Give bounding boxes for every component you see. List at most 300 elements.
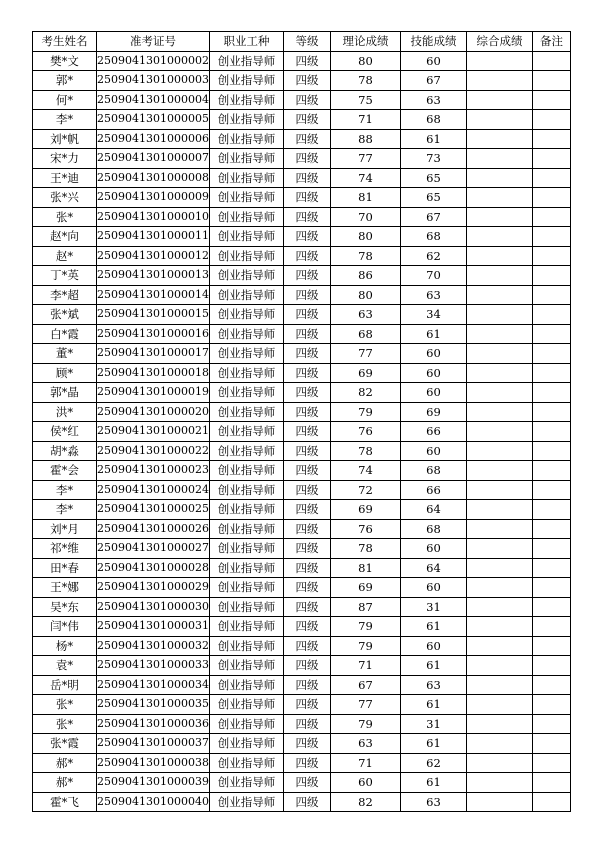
cell-overall-score xyxy=(466,188,532,208)
cell-skill-score: 60 xyxy=(400,636,466,656)
cell-skill-score: 63 xyxy=(400,90,466,110)
cell-level: 四级 xyxy=(283,149,330,169)
cell-theory-score: 68 xyxy=(330,324,400,344)
cell-remarks xyxy=(532,51,570,71)
cell-theory-score: 72 xyxy=(330,480,400,500)
cell-remarks xyxy=(532,714,570,734)
cell-skill-score: 68 xyxy=(400,110,466,130)
table-row xyxy=(33,441,571,461)
cell-skill-score: 60 xyxy=(400,441,466,461)
cell-name: 张* xyxy=(33,695,97,715)
cell-theory-score: 79 xyxy=(330,617,400,637)
cell-theory-score: 71 xyxy=(330,753,400,773)
cell-theory-score: 74 xyxy=(330,461,400,481)
cell-overall-score xyxy=(466,500,532,520)
cell-remarks xyxy=(532,344,570,364)
cell-remarks xyxy=(532,539,570,559)
cell-level: 四级 xyxy=(283,656,330,676)
cell-occupation: 创业指导师 xyxy=(209,149,283,169)
cell-occupation: 创业指导师 xyxy=(209,773,283,793)
header-name: 考生姓名 xyxy=(33,32,97,52)
cell-exam-id: 2509041301000038 xyxy=(97,753,210,773)
cell-name: 岳*明 xyxy=(33,675,97,695)
cell-remarks xyxy=(532,402,570,422)
cell-overall-score xyxy=(466,363,532,383)
cell-level: 四级 xyxy=(283,500,330,520)
cell-name: 王*迪 xyxy=(33,168,97,188)
cell-name: 赵* xyxy=(33,246,97,266)
cell-name: 霍*飞 xyxy=(33,792,97,812)
cell-remarks xyxy=(532,656,570,676)
cell-overall-score xyxy=(466,383,532,403)
cell-name: 李* xyxy=(33,480,97,500)
cell-exam-id: 2509041301000014 xyxy=(97,285,210,305)
cell-skill-score: 73 xyxy=(400,149,466,169)
table-row xyxy=(33,656,571,676)
cell-exam-id: 2509041301000029 xyxy=(97,578,210,598)
cell-level: 四级 xyxy=(283,617,330,637)
cell-skill-score: 68 xyxy=(400,519,466,539)
cell-exam-id: 2509041301000013 xyxy=(97,266,210,286)
cell-remarks xyxy=(532,734,570,754)
cell-name: 刘*帆 xyxy=(33,129,97,149)
cell-exam-id: 2509041301000040 xyxy=(97,792,210,812)
cell-name: 张*霞 xyxy=(33,734,97,754)
cell-theory-score: 71 xyxy=(330,656,400,676)
cell-name: 吴*东 xyxy=(33,597,97,617)
cell-name: 宋*力 xyxy=(33,149,97,169)
cell-occupation: 创业指导师 xyxy=(209,344,283,364)
cell-level: 四级 xyxy=(283,51,330,71)
cell-name: 赵*向 xyxy=(33,227,97,247)
cell-theory-score: 78 xyxy=(330,71,400,91)
cell-name: 李*超 xyxy=(33,285,97,305)
cell-level: 四级 xyxy=(283,110,330,130)
cell-overall-score xyxy=(466,714,532,734)
table-row xyxy=(33,227,571,247)
cell-remarks xyxy=(532,246,570,266)
table-row xyxy=(33,773,571,793)
cell-occupation: 创业指导师 xyxy=(209,753,283,773)
table-row xyxy=(33,324,571,344)
cell-exam-id: 2509041301000021 xyxy=(97,422,210,442)
cell-remarks xyxy=(532,71,570,91)
cell-skill-score: 60 xyxy=(400,344,466,364)
cell-skill-score: 67 xyxy=(400,71,466,91)
cell-level: 四级 xyxy=(283,597,330,617)
cell-level: 四级 xyxy=(283,578,330,598)
cell-name: 杨* xyxy=(33,636,97,656)
cell-occupation: 创业指导师 xyxy=(209,558,283,578)
cell-level: 四级 xyxy=(283,773,330,793)
cell-skill-score: 60 xyxy=(400,51,466,71)
cell-theory-score: 79 xyxy=(330,636,400,656)
cell-occupation: 创业指导师 xyxy=(209,734,283,754)
table-row xyxy=(33,71,571,91)
cell-name: 郭* xyxy=(33,71,97,91)
cell-overall-score xyxy=(466,695,532,715)
cell-exam-id: 2509041301000011 xyxy=(97,227,210,247)
table-row xyxy=(33,246,571,266)
cell-occupation: 创业指导师 xyxy=(209,305,283,325)
cell-remarks xyxy=(532,285,570,305)
table-row xyxy=(33,480,571,500)
cell-overall-score xyxy=(466,480,532,500)
cell-name: 李* xyxy=(33,110,97,130)
cell-name: 霍*会 xyxy=(33,461,97,481)
cell-occupation: 创业指导师 xyxy=(209,324,283,344)
cell-overall-score xyxy=(466,578,532,598)
table-row xyxy=(33,597,571,617)
cell-theory-score: 81 xyxy=(330,188,400,208)
cell-remarks xyxy=(532,773,570,793)
cell-skill-score: 63 xyxy=(400,792,466,812)
table-row xyxy=(33,695,571,715)
cell-remarks xyxy=(532,675,570,695)
cell-remarks xyxy=(532,168,570,188)
cell-remarks xyxy=(532,266,570,286)
cell-skill-score: 61 xyxy=(400,656,466,676)
cell-overall-score xyxy=(466,51,532,71)
cell-occupation: 创业指导师 xyxy=(209,207,283,227)
cell-name: 侯*红 xyxy=(33,422,97,442)
cell-overall-score xyxy=(466,422,532,442)
cell-occupation: 创业指导师 xyxy=(209,500,283,520)
cell-level: 四级 xyxy=(283,207,330,227)
cell-name: 田*春 xyxy=(33,558,97,578)
cell-theory-score: 88 xyxy=(330,129,400,149)
cell-occupation: 创业指导师 xyxy=(209,383,283,403)
cell-overall-score xyxy=(466,285,532,305)
cell-exam-id: 2509041301000039 xyxy=(97,773,210,793)
cell-exam-id: 2509041301000034 xyxy=(97,675,210,695)
table-row xyxy=(33,266,571,286)
cell-skill-score: 70 xyxy=(400,266,466,286)
cell-level: 四级 xyxy=(283,714,330,734)
cell-theory-score: 79 xyxy=(330,714,400,734)
cell-theory-score: 86 xyxy=(330,266,400,286)
cell-theory-score: 80 xyxy=(330,51,400,71)
cell-level: 四级 xyxy=(283,363,330,383)
cell-name: 董* xyxy=(33,344,97,364)
cell-exam-id: 2509041301000033 xyxy=(97,656,210,676)
cell-theory-score: 77 xyxy=(330,695,400,715)
cell-occupation: 创业指导师 xyxy=(209,188,283,208)
cell-occupation: 创业指导师 xyxy=(209,461,283,481)
cell-theory-score: 74 xyxy=(330,168,400,188)
cell-remarks xyxy=(532,324,570,344)
header-exam-id: 准考证号 xyxy=(97,32,210,52)
cell-remarks xyxy=(532,461,570,481)
cell-exam-id: 2509041301000031 xyxy=(97,617,210,637)
cell-occupation: 创业指导师 xyxy=(209,695,283,715)
cell-level: 四级 xyxy=(283,792,330,812)
table-row xyxy=(33,51,571,71)
table-row xyxy=(33,519,571,539)
cell-overall-score xyxy=(466,149,532,169)
cell-remarks xyxy=(532,480,570,500)
cell-name: 袁* xyxy=(33,656,97,676)
table-row xyxy=(33,188,571,208)
cell-exam-id: 2509041301000026 xyxy=(97,519,210,539)
cell-exam-id: 2509041301000030 xyxy=(97,597,210,617)
cell-level: 四级 xyxy=(283,90,330,110)
cell-skill-score: 34 xyxy=(400,305,466,325)
cell-name: 洪* xyxy=(33,402,97,422)
cell-exam-id: 2509041301000009 xyxy=(97,188,210,208)
cell-level: 四级 xyxy=(283,71,330,91)
cell-name: 丁*英 xyxy=(33,266,97,286)
cell-occupation: 创业指导师 xyxy=(209,480,283,500)
cell-level: 四级 xyxy=(283,695,330,715)
cell-exam-id: 2509041301000032 xyxy=(97,636,210,656)
cell-skill-score: 65 xyxy=(400,188,466,208)
cell-level: 四级 xyxy=(283,461,330,481)
cell-exam-id: 2509041301000007 xyxy=(97,149,210,169)
cell-level: 四级 xyxy=(283,266,330,286)
cell-name: 张*兴 xyxy=(33,188,97,208)
header-skill-score: 技能成绩 xyxy=(400,32,466,52)
cell-occupation: 创业指导师 xyxy=(209,168,283,188)
table-row xyxy=(33,110,571,130)
cell-level: 四级 xyxy=(283,402,330,422)
cell-occupation: 创业指导师 xyxy=(209,285,283,305)
cell-theory-score: 67 xyxy=(330,675,400,695)
cell-name: 郭*晶 xyxy=(33,383,97,403)
cell-skill-score: 68 xyxy=(400,461,466,481)
cell-skill-score: 62 xyxy=(400,753,466,773)
cell-overall-score xyxy=(466,519,532,539)
cell-level: 四级 xyxy=(283,675,330,695)
cell-theory-score: 80 xyxy=(330,227,400,247)
cell-level: 四级 xyxy=(283,636,330,656)
cell-exam-id: 2509041301000023 xyxy=(97,461,210,481)
cell-name: 王*娜 xyxy=(33,578,97,598)
cell-exam-id: 2509041301000028 xyxy=(97,558,210,578)
cell-theory-score: 60 xyxy=(330,773,400,793)
header-occupation: 职业工种 xyxy=(209,32,283,52)
cell-skill-score: 61 xyxy=(400,734,466,754)
cell-skill-score: 64 xyxy=(400,558,466,578)
table-row xyxy=(33,500,571,520)
cell-exam-id: 2509041301000003 xyxy=(97,71,210,91)
cell-occupation: 创业指导师 xyxy=(209,636,283,656)
cell-theory-score: 69 xyxy=(330,363,400,383)
cell-level: 四级 xyxy=(283,324,330,344)
cell-level: 四级 xyxy=(283,753,330,773)
cell-skill-score: 64 xyxy=(400,500,466,520)
cell-remarks xyxy=(532,188,570,208)
cell-theory-score: 78 xyxy=(330,441,400,461)
table-row xyxy=(33,168,571,188)
cell-theory-score: 77 xyxy=(330,149,400,169)
cell-overall-score xyxy=(466,734,532,754)
table-row xyxy=(33,207,571,227)
cell-level: 四级 xyxy=(283,305,330,325)
cell-exam-id: 2509041301000027 xyxy=(97,539,210,559)
cell-remarks xyxy=(532,90,570,110)
cell-overall-score xyxy=(466,675,532,695)
cell-overall-score xyxy=(466,305,532,325)
cell-overall-score xyxy=(466,266,532,286)
table-row xyxy=(33,578,571,598)
cell-exam-id: 2509041301000020 xyxy=(97,402,210,422)
header-remarks: 备注 xyxy=(532,32,570,52)
cell-overall-score xyxy=(466,246,532,266)
cell-exam-id: 2509041301000022 xyxy=(97,441,210,461)
table-row xyxy=(33,90,571,110)
cell-theory-score: 78 xyxy=(330,539,400,559)
table-row xyxy=(33,734,571,754)
cell-skill-score: 66 xyxy=(400,422,466,442)
cell-name: 胡*淼 xyxy=(33,441,97,461)
cell-theory-score: 81 xyxy=(330,558,400,578)
cell-level: 四级 xyxy=(283,539,330,559)
cell-occupation: 创业指导师 xyxy=(209,539,283,559)
header-overall-score: 综合成绩 xyxy=(466,32,532,52)
cell-level: 四级 xyxy=(283,246,330,266)
cell-theory-score: 63 xyxy=(330,305,400,325)
cell-remarks xyxy=(532,558,570,578)
cell-skill-score: 65 xyxy=(400,168,466,188)
cell-skill-score: 61 xyxy=(400,324,466,344)
cell-occupation: 创业指导师 xyxy=(209,578,283,598)
cell-remarks xyxy=(532,792,570,812)
cell-name: 白*霞 xyxy=(33,324,97,344)
cell-overall-score xyxy=(466,207,532,227)
table-row xyxy=(33,344,571,364)
cell-name: 刘*月 xyxy=(33,519,97,539)
cell-exam-id: 2509041301000008 xyxy=(97,168,210,188)
cell-level: 四级 xyxy=(283,285,330,305)
cell-theory-score: 82 xyxy=(330,792,400,812)
cell-skill-score: 62 xyxy=(400,246,466,266)
cell-exam-id: 2509041301000035 xyxy=(97,695,210,715)
cell-exam-id: 2509041301000025 xyxy=(97,500,210,520)
cell-theory-score: 76 xyxy=(330,519,400,539)
cell-exam-id: 2509041301000017 xyxy=(97,344,210,364)
cell-overall-score xyxy=(466,597,532,617)
cell-skill-score: 61 xyxy=(400,695,466,715)
cell-level: 四级 xyxy=(283,441,330,461)
cell-occupation: 创业指导师 xyxy=(209,714,283,734)
cell-theory-score: 79 xyxy=(330,402,400,422)
cell-level: 四级 xyxy=(283,344,330,364)
cell-remarks xyxy=(532,578,570,598)
cell-name: 李* xyxy=(33,500,97,520)
cell-level: 四级 xyxy=(283,227,330,247)
cell-name: 何* xyxy=(33,90,97,110)
cell-overall-score xyxy=(466,461,532,481)
cell-name: 张*斌 xyxy=(33,305,97,325)
cell-occupation: 创业指导师 xyxy=(209,51,283,71)
score-table xyxy=(32,31,571,812)
cell-level: 四级 xyxy=(283,422,330,442)
cell-remarks xyxy=(532,597,570,617)
cell-remarks xyxy=(532,753,570,773)
table-row xyxy=(33,617,571,637)
cell-remarks xyxy=(532,636,570,656)
cell-level: 四级 xyxy=(283,129,330,149)
cell-exam-id: 2509041301000015 xyxy=(97,305,210,325)
cell-remarks xyxy=(532,149,570,169)
cell-theory-score: 75 xyxy=(330,90,400,110)
cell-remarks xyxy=(532,110,570,130)
cell-skill-score: 60 xyxy=(400,363,466,383)
cell-skill-score: 67 xyxy=(400,207,466,227)
table-row xyxy=(33,539,571,559)
cell-occupation: 创业指导师 xyxy=(209,227,283,247)
cell-name: 顾* xyxy=(33,363,97,383)
table-row xyxy=(33,636,571,656)
cell-name: 樊*文 xyxy=(33,51,97,71)
cell-remarks xyxy=(532,695,570,715)
cell-occupation: 创业指导师 xyxy=(209,71,283,91)
cell-level: 四级 xyxy=(283,480,330,500)
cell-skill-score: 61 xyxy=(400,617,466,637)
cell-overall-score xyxy=(466,441,532,461)
cell-exam-id: 2509041301000018 xyxy=(97,363,210,383)
table-row xyxy=(33,792,571,812)
cell-occupation: 创业指导师 xyxy=(209,792,283,812)
cell-theory-score: 76 xyxy=(330,422,400,442)
cell-occupation: 创业指导师 xyxy=(209,597,283,617)
cell-remarks xyxy=(532,227,570,247)
cell-theory-score: 82 xyxy=(330,383,400,403)
cell-occupation: 创业指导师 xyxy=(209,129,283,149)
cell-skill-score: 63 xyxy=(400,675,466,695)
cell-overall-score xyxy=(466,227,532,247)
cell-occupation: 创业指导师 xyxy=(209,656,283,676)
cell-theory-score: 80 xyxy=(330,285,400,305)
cell-overall-score xyxy=(466,656,532,676)
cell-theory-score: 78 xyxy=(330,246,400,266)
cell-theory-score: 69 xyxy=(330,578,400,598)
table-row xyxy=(33,422,571,442)
table-row xyxy=(33,402,571,422)
cell-overall-score xyxy=(466,539,532,559)
table-row xyxy=(33,285,571,305)
cell-level: 四级 xyxy=(283,519,330,539)
cell-remarks xyxy=(532,383,570,403)
cell-occupation: 创业指导师 xyxy=(209,90,283,110)
cell-theory-score: 71 xyxy=(330,110,400,130)
table-row xyxy=(33,675,571,695)
cell-skill-score: 31 xyxy=(400,714,466,734)
cell-overall-score xyxy=(466,792,532,812)
cell-overall-score xyxy=(466,344,532,364)
cell-remarks xyxy=(532,519,570,539)
table-row xyxy=(33,383,571,403)
cell-overall-score xyxy=(466,129,532,149)
cell-occupation: 创业指导师 xyxy=(209,441,283,461)
cell-remarks xyxy=(532,617,570,637)
cell-skill-score: 68 xyxy=(400,227,466,247)
table-row xyxy=(33,461,571,481)
cell-exam-id: 2509041301000024 xyxy=(97,480,210,500)
cell-skill-score: 61 xyxy=(400,773,466,793)
cell-skill-score: 66 xyxy=(400,480,466,500)
table-row xyxy=(33,129,571,149)
cell-skill-score: 61 xyxy=(400,129,466,149)
table-row xyxy=(33,149,571,169)
cell-remarks xyxy=(532,363,570,383)
cell-exam-id: 2509041301000037 xyxy=(97,734,210,754)
cell-level: 四级 xyxy=(283,168,330,188)
cell-exam-id: 2509041301000006 xyxy=(97,129,210,149)
header-level: 等级 xyxy=(283,32,330,52)
cell-exam-id: 2509041301000019 xyxy=(97,383,210,403)
